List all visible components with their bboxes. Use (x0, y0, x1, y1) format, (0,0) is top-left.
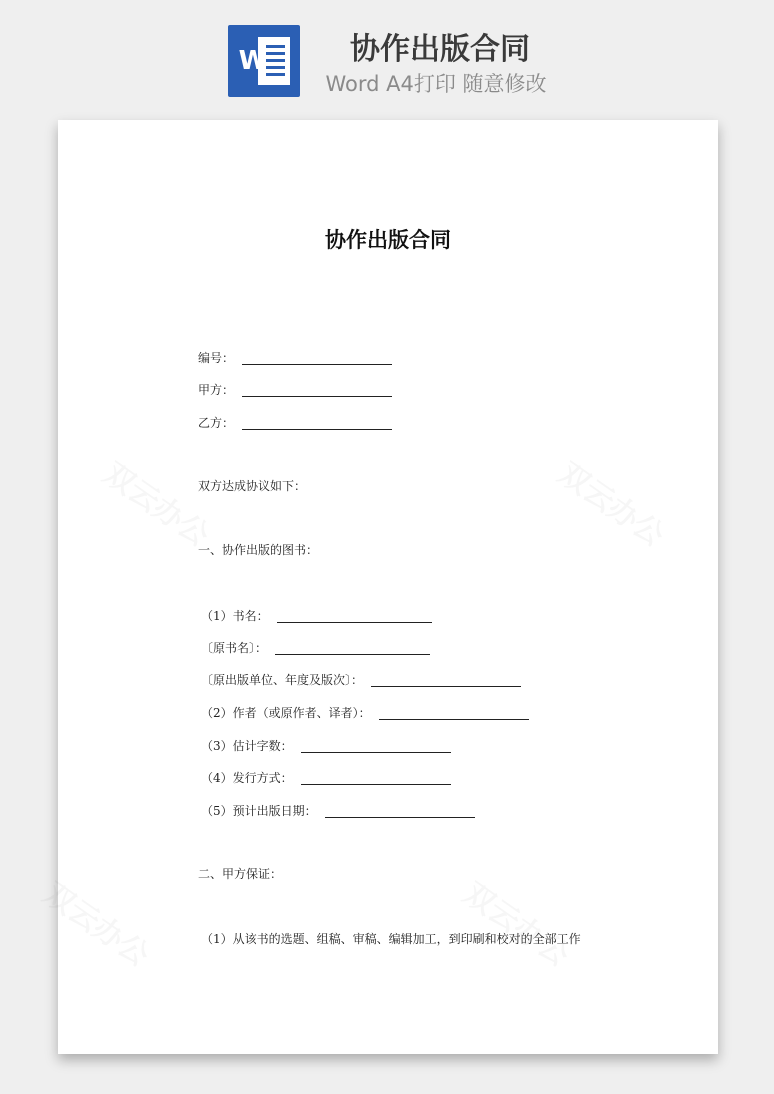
field-row-distribution (201, 766, 451, 788)
field-row-book-name (201, 604, 432, 626)
document-title: 协作出版合同 (325, 228, 451, 252)
blank-line[interactable] (301, 770, 451, 785)
watermark (456, 870, 580, 975)
blank-line[interactable] (242, 350, 392, 365)
section2-heading: 二、甲方保证： (198, 867, 283, 881)
field-row-number (198, 346, 392, 368)
blank-line[interactable] (242, 415, 392, 430)
field-row-party-b (198, 411, 392, 433)
blank-line[interactable] (275, 640, 430, 655)
field-label: 编号： (198, 350, 235, 365)
field-row-original-name (201, 636, 430, 658)
field-label: （3）估计字数： (201, 738, 293, 753)
field-row-original-publisher (201, 668, 521, 690)
section1-heading: 一、协作出版的图书： (198, 543, 319, 557)
banner (0, 0, 774, 110)
section2-item1: （1）从该书的选题、组稿、审稿、编辑加工，到印刷和校对的全部工作 (201, 932, 581, 946)
field-label: 〔原书名〕： (201, 640, 268, 655)
watermark (36, 870, 160, 975)
intro-text: 双方达成协议如下： (198, 479, 307, 493)
blank-line[interactable] (277, 608, 432, 623)
field-label: 〔原出版单位、年度及版次〕： (201, 672, 364, 687)
banner-subtitle: Word A4打印 随意修改 (325, 72, 547, 96)
field-row-party-a (198, 378, 392, 400)
field-row-publish-date (201, 799, 475, 821)
field-label: （4）发行方式： (201, 770, 293, 785)
word-logo-letter: W (238, 46, 268, 76)
blank-line[interactable] (379, 705, 529, 720)
field-label: （5）预计出版日期： (201, 803, 317, 818)
banner-title: 协作出版合同 (350, 32, 530, 67)
document-page (58, 120, 718, 1054)
blank-line[interactable] (242, 382, 392, 397)
field-row-author (201, 701, 529, 723)
blank-line[interactable] (371, 672, 521, 687)
field-label: （1）书名： (201, 608, 269, 623)
field-row-word-count (201, 734, 451, 756)
field-label: 甲方： (198, 382, 235, 397)
blank-line[interactable] (325, 803, 475, 818)
field-label: （2）作者（或原作者、译者）： (201, 705, 371, 720)
watermark (551, 450, 675, 555)
field-label: 乙方： (198, 415, 235, 430)
word-logo-icon (228, 25, 300, 97)
blank-line[interactable] (301, 738, 451, 753)
